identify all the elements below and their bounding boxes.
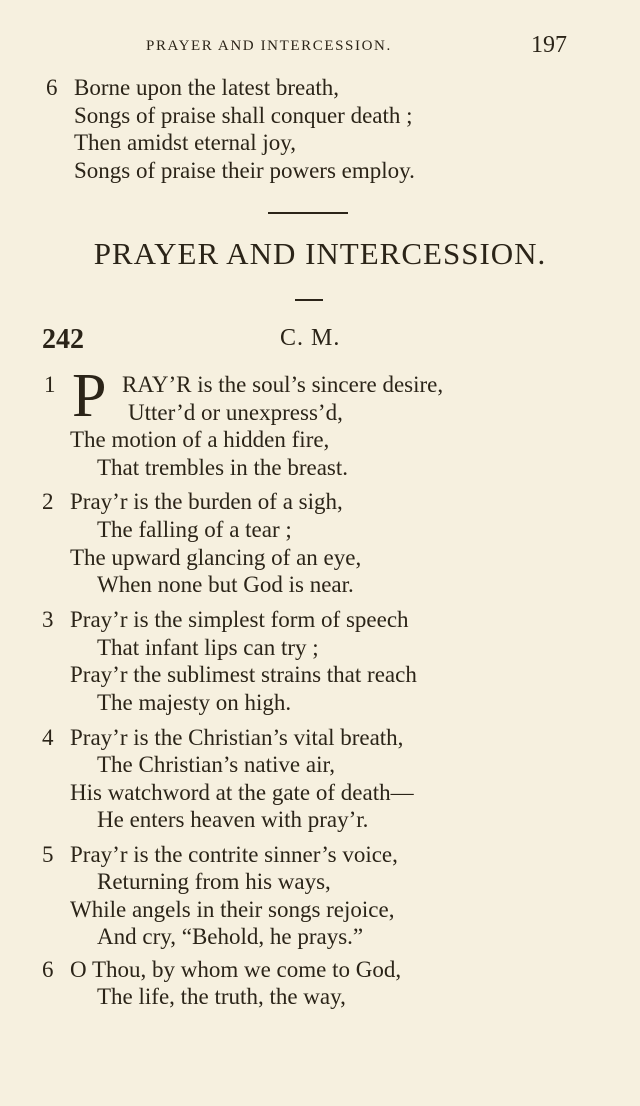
verse-line: His watchword at the gate of death— [70,780,414,805]
verse-line: That infant lips can try ; [97,635,319,660]
verse-line: And cry, “Behold, he prays.” [97,924,364,949]
verse-line: Songs of praise shall conquer death ; [74,103,413,128]
verse-line: While angels in their songs rejoice, [70,897,395,922]
verse-line: Then amidst eternal joy, [74,130,297,155]
verse-line: The Christian’s native air, [97,752,335,777]
verse-line: Pray’r is the contrite sinner’s voice, [70,842,398,867]
verse-line: The upward glancing of an eye, [70,545,362,570]
verse-line: Songs of praise their powers employ. [74,158,415,183]
verse-line: The falling of a tear ; [97,517,292,542]
verse-line: That trembles in the breast. [97,455,349,480]
running-title: PRAYER AND INTERCESSION. [146,38,392,54]
page-number: 197 [531,32,567,58]
section-title: PRAYER AND INTERCESSION. [93,236,547,271]
stanza-number: 3 [42,607,54,632]
section-divider [268,212,348,214]
verse-line: The motion of a hidden fire, [70,427,330,452]
hymn-meter: C. M. [280,325,341,351]
dropcap-letter: P [72,362,107,430]
stanza-number: 6 [46,75,58,100]
verse-line: Pray’r the sublimest strains that reach [70,662,417,687]
hymn-number: 242 [42,324,84,355]
verse-line: The majesty on high. [97,690,292,715]
stanza-number: 5 [42,842,54,867]
verse-line: Returning from his ways, [97,869,331,894]
stanza-number: 4 [42,725,54,750]
verse-line: O Thou, by whom we come to God, [70,957,402,982]
verse-line: Pray’r is the burden of a sigh, [70,489,343,514]
stanza-number: 2 [42,489,54,514]
verse-line: Pray’r is the simplest form of speech [70,607,409,632]
verse-line: When none but God is near. [97,572,354,597]
title-divider [295,299,323,301]
verse-line: Pray’r is the Christian’s vital breath, [70,725,404,750]
verse-line: He enters heaven with pray’r. [97,807,369,832]
verse-line: The life, the truth, the way, [97,984,346,1009]
verse-line: Borne upon the latest breath, [74,75,340,100]
running-head [0,32,640,62]
stanza-number: 1 [44,372,56,397]
stanza-number: 6 [42,957,54,982]
verse-line: Utter’d or unexpress’d, [128,400,343,425]
verse-line: RAY’R is the soul’s sincere desire, [122,372,444,397]
